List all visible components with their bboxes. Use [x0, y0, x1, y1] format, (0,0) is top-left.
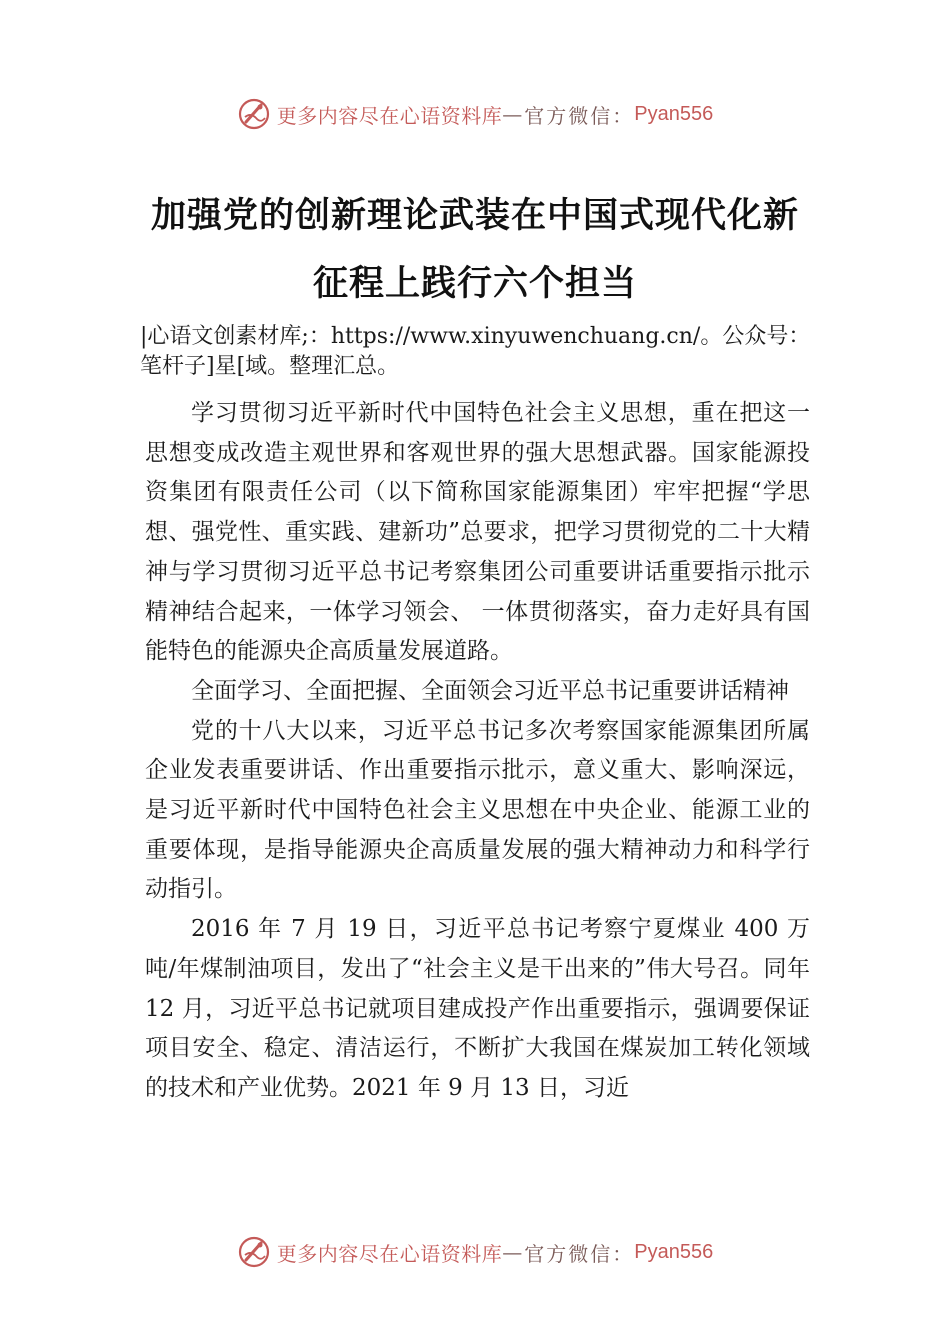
banner-dash: — [502, 1240, 525, 1264]
brush-logo-icon [237, 1235, 271, 1269]
banner-wechat-id: Pyan556 [634, 102, 714, 125]
source-note: |心语文创素材库;：https://www.xinyuwenchuang.cn/。公众号：笔杆子]星[域。整理汇总。 [140, 324, 811, 379]
footer-banner [0, 1232, 950, 1272]
section-heading: 全面学习、全面把握、全面领会习近平总书记重要讲话精神 [191, 677, 789, 704]
paragraph: 学习贯彻习近平新时代中国特色社会主义思想，重在把这一思想变成改造主观世界和客观世界的强大思想武器。国家能源投资集团有限责任公司（以下简称国家能源集团）牢牢把握“学思想、强党性、重实践、建新功”总要求，把学习贯彻党的二十大精神与学习贯彻习近平总书记考察集团公司重要讲话重要指示批示精神结合起来，一体学习领会、 一体贯彻落实，奋力走好具有国能特色的能源央企高质量发展道路。 [145, 400, 810, 665]
banner-main-text: 更多内容尽在心语资料库 [276, 103, 503, 128]
paragraph: 2016 年 7 月 19 日，习近平总书记考察宁夏煤业 400 万吨/年煤制油项目，发出了“社会主义是干出来的”伟大号召。同年 12 月，习近平总书记就项目建成投产作出重要指示，强调要保证项目安全、稳定、清洁运行，不断扩大我国在煤炭加工转化领域的技术和产业优势。2021 年 9 月 13 日，习近 [145, 916, 810, 1101]
banner-wechat-id: Pyan556 [634, 1240, 714, 1263]
document-body [145, 394, 810, 1109]
banner-wechat-label: 官方微信： [524, 103, 635, 128]
document-title-line1: 加强党的创新理论武装在中国式现代化新 [150, 195, 799, 236]
document-title-line2: 征程上践行六个担当 [312, 263, 637, 304]
paragraph: 党的十八大以来，习近平总书记多次考察国家能源集团所属企业发表重要讲话、作出重要指示批示，意义重大、影响深远，是习近平新时代中国特色社会主义思想在中央企业、能源工业的重要体现，是指导能源央企高质量发展的强大精神动力和科学行动指引。 [145, 717, 810, 903]
banner-wechat-label: 官方微信： [524, 1241, 635, 1266]
banner-main-text: 更多内容尽在心语资料库 [276, 1241, 503, 1266]
brush-logo-icon [237, 97, 271, 131]
banner-dash: — [502, 102, 525, 126]
header-banner [0, 94, 950, 134]
